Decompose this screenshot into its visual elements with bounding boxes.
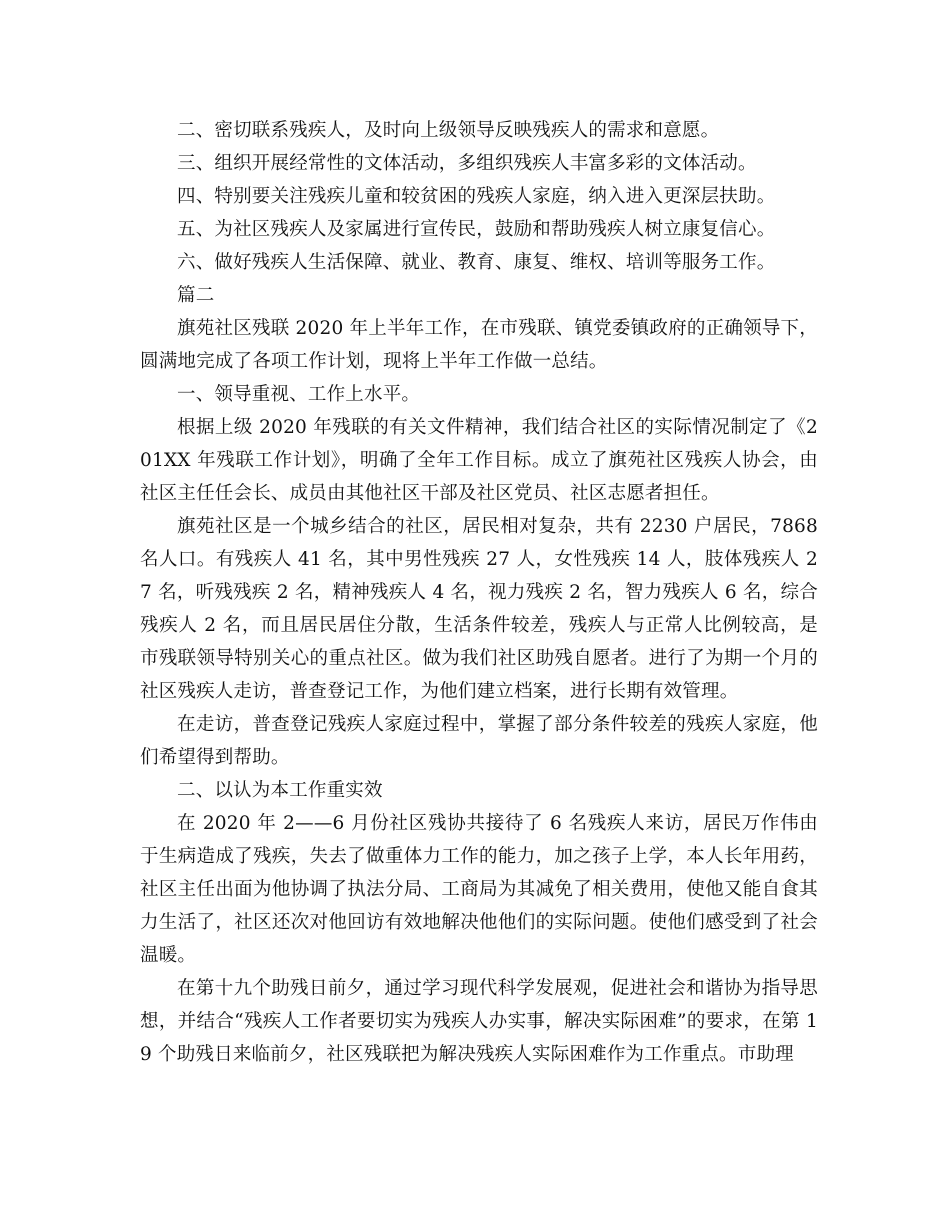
intro-paragraph: 旗苑社区残联 2020 年上半年工作，在市残联、镇党委镇政府的正确领导下，圆满地完成了各项工作计划，现将上半年工作做一总结。 bbox=[140, 318, 818, 372]
paragraph-disability-day: 在第十九个助残日前夕，通过学习现代科学发展观，促进社会和谐协为指导思想，并结合“残疾人工作者要切实为残疾人办实事，解决实际困难”的要求，在第 19 个助残日来临前夕，社区残联把为解决残疾人实际困难作为工作重点。市助理 bbox=[140, 978, 818, 1065]
paragraph-visit-findings: 在走访，普查登记残疾人家庭过程中，掌握了部分条件较差的残疾人家庭，他们希望得到帮助。 bbox=[140, 714, 818, 768]
paragraph-community-stats: 旗苑社区是一个城乡结合的社区，居民相对复杂，共有 2230 户居民，7868 名人口。有残疾人 41 名，其中男性残疾 27 人，女性残疾 14 人，肢体残疾人 27 名，听残残疾 2 名，精神残疾人 4 名，视力残疾 2 名，智力残疾人 6 名，综合残疾人 2 名，而且居民居住分散，生活条件较差，残疾人与正常人比例较高，是市残联领导特别关心的重点社区。做为我们社区助残自愿者。进行了为期一个月的社区残疾人走访，普查登记工作，为他们建立档案，进行长期有效管理。 bbox=[140, 516, 818, 702]
document-body bbox=[140, 114, 818, 1071]
paragraph-plan: 根据上级 2020 年残联的有关文件精神，我们结合社区的实际情况制定了《201XX 年残联工作计划》，明确了全年工作目标。成立了旗苑社区残疾人协会，由社区主任任会长、成员由其他社区干部及社区党员、社区志愿者担任。 bbox=[140, 417, 818, 504]
subheading-leadership: 一、领导重视、工作上水平。 bbox=[177, 384, 421, 405]
paragraph-item-5: 五、为社区残疾人及家属进行宣传民，鼓励和帮助残疾人树立康复信心。 bbox=[177, 219, 776, 240]
paragraph-item-6: 六、做好残疾人生活保障、就业、教育、康复、维权、培训等服务工作。 bbox=[177, 252, 776, 273]
subheading-effectiveness: 二、以认为本工作重实效 bbox=[177, 780, 383, 801]
section-heading-part-two: 篇二 bbox=[177, 285, 215, 306]
paragraph-item-3: 三、组织开展经常性的文体活动，多组织残疾人丰富多彩的文体活动。 bbox=[177, 153, 757, 174]
paragraph-visits-received: 在 2020 年 2——6 月份社区残协共接待了 6 名残疾人来访，居民万作伟由于生病造成了残疾，失去了做重体力工作的能力，加之孩子上学，本人长年用药，社区主任出面为他协调了执法分局、工商局为其减免了相关费用，使他又能自食其力生活了，社区还次对他回访有效地解决他他们的实际问题。使他们感受到了社会温暖。 bbox=[140, 813, 818, 966]
paragraph-item-2: 二、密切联系残疾人，及时向上级领导反映残疾人的需求和意愿。 bbox=[177, 120, 720, 141]
paragraph-item-4: 四、特别要关注残疾儿童和较贫困的残疾人家庭，纳入进入更深层扶助。 bbox=[177, 186, 776, 207]
